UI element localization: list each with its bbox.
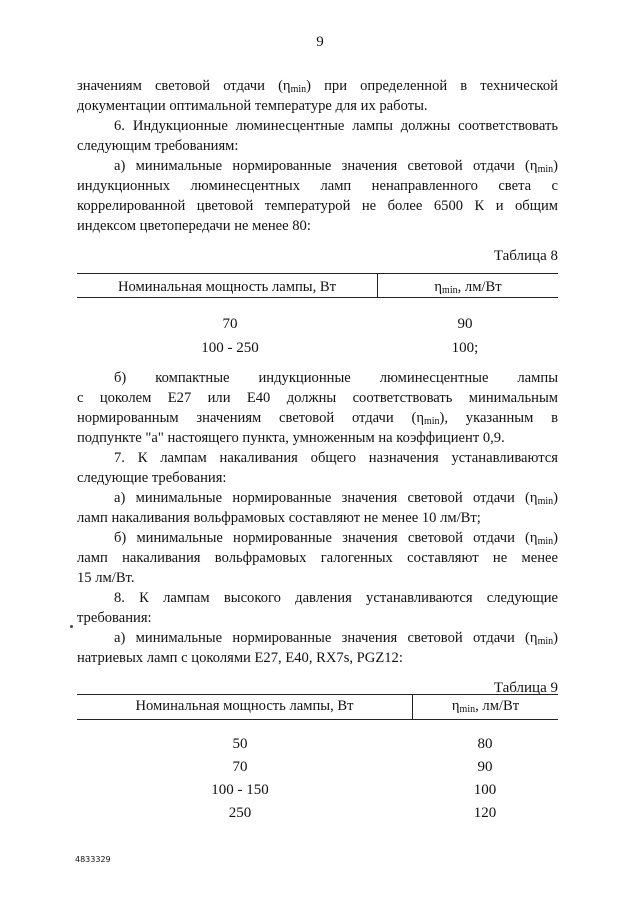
table9-cell: 120 <box>473 805 497 821</box>
table8-cell: 100; <box>451 340 479 356</box>
text-line: ламп накаливания вольфрамовых составляют не менее 10 лм/Вт; <box>77 510 481 526</box>
text-line: а) минимальные нормированные значения световой отдачи $(\eta_{min})$ <box>114 158 558 175</box>
text-line: документации оптимальной температуре для их работы. <box>77 98 428 114</box>
text-line: требования: <box>77 610 152 626</box>
document-code: 4833329 <box>75 855 111 864</box>
text-line: 15 лм/Вт. <box>77 570 135 586</box>
table9-cell: 70 <box>232 759 248 775</box>
table8-caption: Таблица 8 <box>493 248 558 264</box>
table8-col1-header: Номинальная мощность лампы, Вт <box>117 279 337 295</box>
text-line: б) минимальные нормированные значения световой отдачи $(\eta_{min})$ <box>114 530 558 547</box>
table9-cell: 80 <box>477 736 493 752</box>
table9-cell: 90 <box>477 759 493 775</box>
text-line: а) минимальные нормированные значения световой отдачи $(\eta_{min})$ <box>114 630 558 647</box>
text-line: нормированным значениям световой отдачи $(\eta_{min})$, указанным в <box>77 410 558 427</box>
text-line: 6. Индукционные люминесцентные лампы должны соответствовать <box>114 118 558 134</box>
table8-cell: 70 <box>222 316 238 332</box>
table9-top-rule <box>77 694 558 695</box>
text-line: натриевых ламп с цоколями Е27, Е40, RX7s, PGZ12: <box>77 650 403 666</box>
text-line: коррелированной цветовой температурой не более 6500 К и общим <box>77 198 558 214</box>
text-line: а) минимальные нормированные значения световой отдачи $(\eta_{min})$ <box>114 490 558 507</box>
text-line: 7. К лампам накаливания общего назначения устанавливаются <box>114 450 558 466</box>
table8-top-rule <box>77 273 558 274</box>
table9-col1-header: Номинальная мощность лампы, Вт <box>135 698 354 714</box>
table9-cell: 50 <box>232 736 248 752</box>
table9-cell: 100 - 150 <box>211 782 269 798</box>
page-number: 9 <box>316 34 324 50</box>
text-line: подпункте "а" настоящего пункта, умноженным на коэффициент 0,9. <box>77 430 505 446</box>
table9-cell: 250 <box>228 805 252 821</box>
table8-cell: 90 <box>457 316 473 332</box>
text-line: 8. К лампам высокого давления устанавливаются следующие <box>114 590 558 606</box>
table8-header-rule <box>77 297 558 298</box>
text-line: индукционных люминесцентных ламп ненаправленного света с <box>77 178 558 194</box>
margin-mark <box>70 625 73 628</box>
text-line: ламп накаливания вольфрамовых галогенных составляют не менее <box>77 550 558 566</box>
table9-cell: 100 <box>473 782 497 798</box>
text-line: индексом цветопередачи не менее 80: <box>77 218 311 234</box>
text-line: значениям световой отдачи $(\eta_{min})$ при определенной в технической <box>77 78 558 95</box>
table9-caption: Таблица 9 <box>493 680 558 696</box>
table9-col2-header: $\eta_{min}$, лм/Вт <box>451 698 520 715</box>
table8-col2-header: $\eta_{min}$, лм/Вт <box>434 279 502 296</box>
text-line: следующие требования: <box>77 470 227 486</box>
text-line: следующим требованиям: <box>77 138 239 154</box>
table8-cell: 100 - 250 <box>201 340 259 356</box>
table9-header-rule <box>77 719 558 720</box>
text-line: б) компактные индукционные люминесцентные лампы <box>114 370 558 386</box>
text-line: с цоколем Е27 или Е40 должны соответствовать минимальным <box>77 390 558 406</box>
